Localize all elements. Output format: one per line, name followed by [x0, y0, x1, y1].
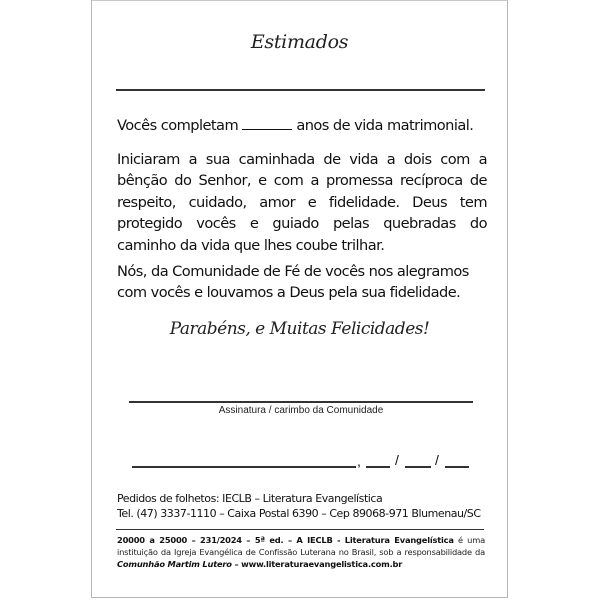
footer-separator	[116, 529, 484, 530]
years-blank	[242, 117, 292, 130]
pamphlet-card	[91, 0, 508, 598]
name-blank-line	[116, 89, 485, 91]
congratulations-text: Parabéns, e Muitas Felicidades!	[169, 319, 430, 339]
institution-text: é uma instituição da Igreja Evangélica de Confissão Luterana no Brasil, sob a responsabilidade da	[117, 535, 485, 557]
years-sentence	[117, 115, 487, 136]
date-comma: ,	[357, 453, 361, 469]
responsible-org: Comunhão Martim Lutero	[117, 559, 232, 569]
years-sentence-start: Vocês completam	[117, 117, 239, 134]
date-slash-2: /	[435, 452, 439, 468]
day-blank-line	[366, 466, 390, 468]
orders-line-2: Tel. (47) 3337-1110 – Caixa Postal 6390 – Cep 89068-971 Blumenau/SC	[117, 507, 481, 520]
signature-caption: Assinatura / carimbo da Comunidade	[218, 405, 384, 416]
date-slash-1: /	[395, 452, 399, 468]
orders-line-1: Pedidos de folhetos: IECLB – Literatura Evangelística	[117, 492, 383, 505]
publication-info	[117, 534, 485, 570]
orders-info	[117, 491, 502, 521]
month-blank-line	[405, 466, 431, 468]
year-blank-line	[445, 466, 469, 468]
journey-paragraph: Iniciaram a sua caminhada de vida a dois com a bênção do Senhor, e com a promessa recíproca de respeito, cuidado, amor e fidelidade. Deus tem protegido vocês e guiado pelas quebradas do caminho da vida que lhes coube trilhar.	[117, 151, 487, 254]
edition-info: 20000 a 25000 – 231/2024 – 5ª ed. – A IECLB - Literatura Evangelística	[117, 535, 454, 545]
place-blank-line	[132, 466, 356, 468]
greeting-title: Estimados	[250, 31, 349, 53]
place-date-row	[132, 451, 477, 467]
signature-line	[129, 401, 473, 403]
community-paragraph: Nós, da Comunidade de Fé de vocês nos alegramos com vocês e louvamos a Deus pela sua fidelidade.	[117, 263, 469, 302]
website-link[interactable]: – www.literaturaevangelistica.com.br	[231, 559, 403, 569]
years-sentence-end: anos de vida matrimonial.	[296, 117, 474, 134]
